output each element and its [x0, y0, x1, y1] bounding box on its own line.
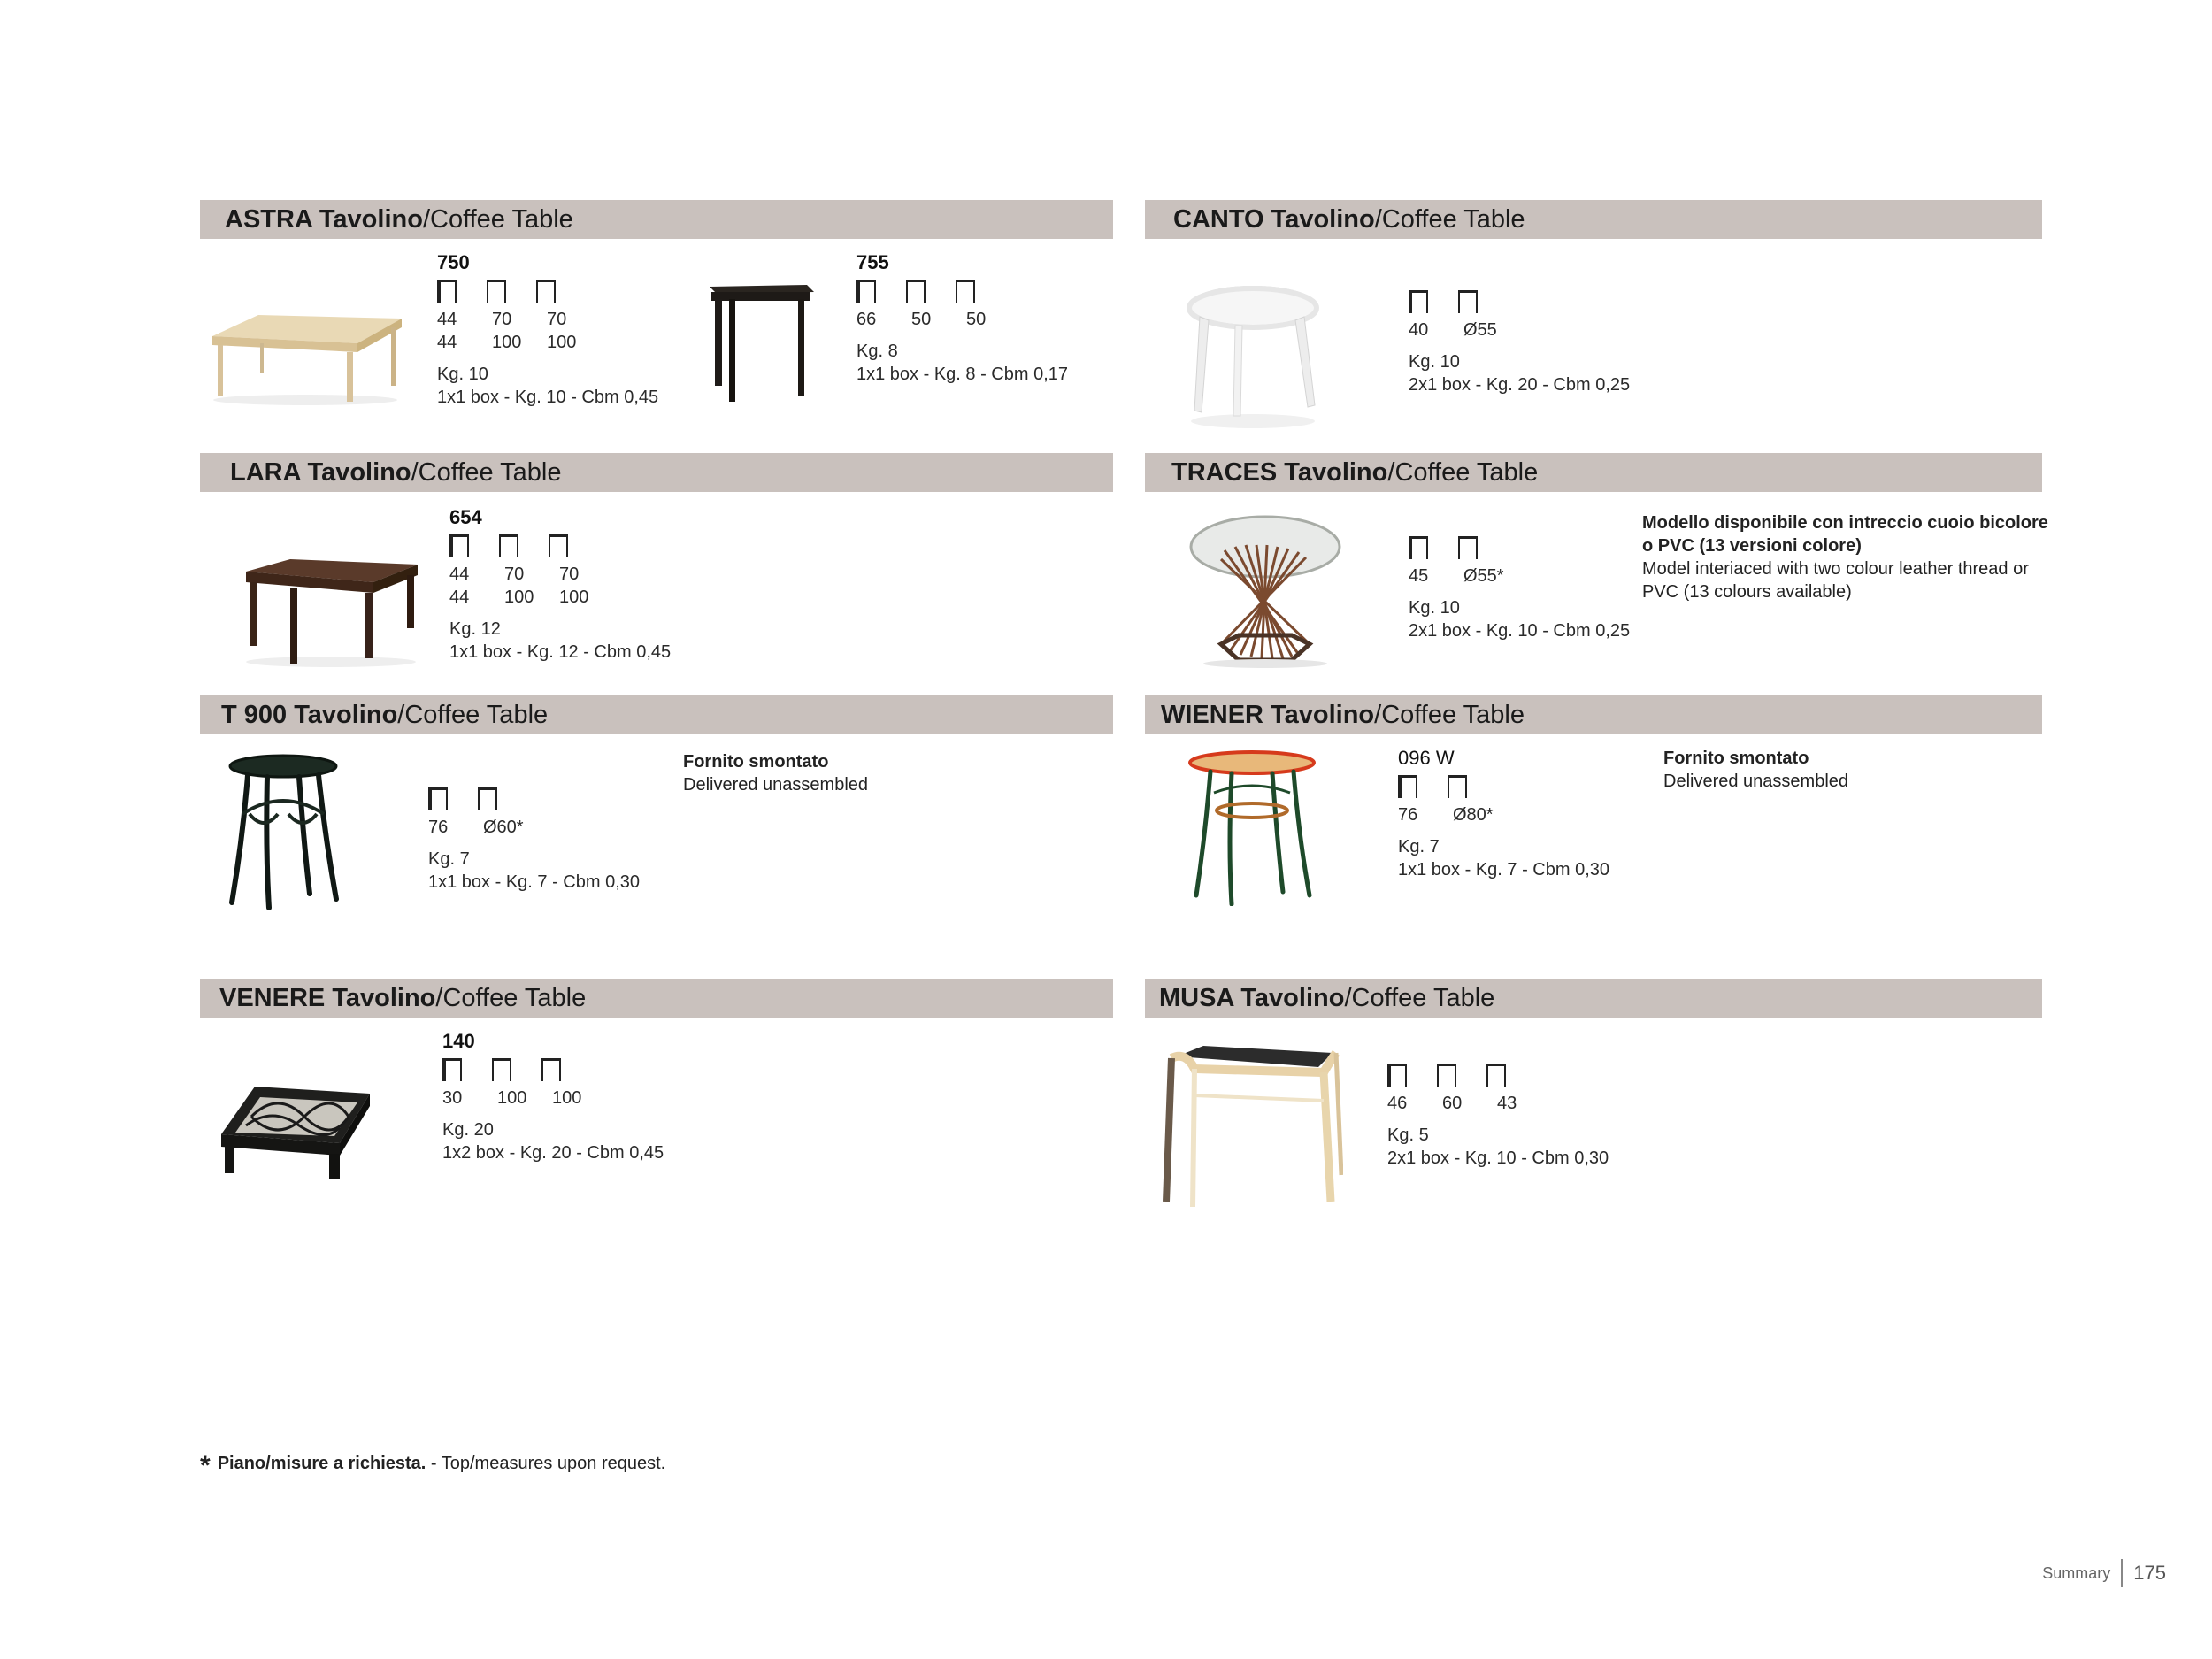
astra-750-table-image: [205, 308, 405, 407]
section-title-venere: [219, 985, 586, 1011]
dimension-icons: [1409, 290, 1630, 317]
dimension-values: [449, 563, 671, 586]
depth-dimension-icon: [541, 1058, 561, 1081]
product-code: 750: [437, 251, 470, 273]
dimension-icons: [437, 280, 658, 306]
product-code: 654: [449, 506, 482, 528]
weight: Kg. 8: [856, 342, 898, 361]
dimension-values: [1387, 1092, 1609, 1115]
dimension-value: 66: [856, 310, 877, 329]
section-name-en: Coffee Table: [442, 984, 587, 1012]
section-separator: /: [411, 458, 419, 487]
traces-table-image: [1186, 511, 1345, 669]
diameter-dimension-icon: [1458, 290, 1478, 313]
box-info: 2x1 box - Kg. 10 - Cbm 0,30: [1387, 1148, 1609, 1168]
page-number: 175: [2133, 1562, 2166, 1584]
dimension-values: [1409, 319, 1630, 342]
dimension-value: 100: [492, 333, 522, 352]
dimension-value: 76: [428, 818, 449, 837]
footnote: [200, 1451, 665, 1481]
product-code: 140: [442, 1030, 475, 1052]
note-italian: Fornito smontato: [1663, 749, 1809, 768]
section-bar-astra: [200, 200, 1113, 239]
t900-table-image: [225, 752, 343, 910]
note-italian: Modello disponibile con intreccio cuoio bicolore: [1642, 513, 2048, 533]
section-name: WIENER Tavolino: [1161, 701, 1375, 729]
t900-note: [683, 750, 868, 796]
dimension-icons: [856, 280, 1068, 306]
section-title-wiener: [1161, 702, 1525, 728]
height-dimension-icon: [1387, 1064, 1407, 1087]
height-dimension-icon: [442, 1058, 462, 1081]
footnote-italian: Piano/misure a richiesta.: [217, 1454, 426, 1473]
width-dimension-icon: [487, 280, 506, 303]
dimension-values: [442, 1087, 664, 1110]
dimension-value: 40: [1409, 320, 1429, 340]
weight: Kg. 10: [437, 365, 488, 384]
section-bar-lara: [200, 453, 1113, 492]
weight: Kg. 10: [1409, 598, 1460, 618]
dimension-value: Ø55*: [1463, 566, 1504, 586]
dimension-value: 70: [547, 310, 567, 329]
note-italian: o PVC (13 versioni colore): [1642, 536, 1862, 556]
dimension-values: [449, 586, 671, 609]
diameter-dimension-icon: [478, 787, 497, 810]
dimension-value: 44: [437, 310, 457, 329]
width-dimension-icon: [492, 1058, 511, 1081]
dimension-values: [437, 331, 658, 354]
venere-140-specs: [442, 1030, 664, 1164]
dimension-value: 70: [559, 565, 580, 584]
section-name: CANTO Tavolino: [1173, 205, 1375, 234]
section-title-canto: [1173, 206, 1525, 233]
height-dimension-icon: [1409, 290, 1428, 313]
dimension-value: 44: [437, 333, 457, 352]
dimension-value: 76: [1398, 805, 1418, 825]
dimension-values: [1409, 565, 1630, 588]
box-info: 1x2 box - Kg. 20 - Cbm 0,45: [442, 1143, 664, 1163]
box-info: 1x1 box - Kg. 8 - Cbm 0,17: [856, 365, 1069, 384]
footer-divider: [2121, 1559, 2123, 1587]
dimension-value: 44: [449, 565, 470, 584]
dimension-values: [856, 308, 1068, 331]
lara-654-specs: [449, 506, 671, 664]
dimension-icons: [442, 1058, 664, 1085]
wiener-096w-specs: [1398, 747, 1609, 881]
section-title-lara: [230, 459, 561, 486]
section-name: LARA Tavolino: [230, 458, 411, 487]
musa-table-image: [1159, 1042, 1343, 1214]
section-separator: /: [1374, 205, 1382, 234]
dimension-icons: [1398, 775, 1609, 802]
dimension-value: 100: [497, 1088, 527, 1108]
note-english: PVC (13 colours available): [1642, 582, 1852, 602]
traces-note: [1642, 511, 2048, 603]
section-bar-canto: [1145, 200, 2042, 239]
depth-dimension-icon: [549, 534, 568, 557]
dimension-value: 70: [504, 565, 525, 584]
dimension-value: 45: [1409, 566, 1429, 586]
diameter-dimension-icon: [1458, 536, 1478, 559]
section-title-t900: [221, 702, 548, 728]
section-name: MUSA Tavolino: [1159, 984, 1345, 1012]
dimension-values: [1398, 803, 1609, 826]
section-separator: /: [397, 701, 405, 729]
section-separator: /: [1344, 984, 1352, 1012]
dimension-icons: [1409, 536, 1630, 563]
dimension-values: [428, 816, 640, 839]
dimension-value: 100: [559, 588, 589, 607]
dimension-value: 30: [442, 1088, 463, 1108]
section-name: TRACES Tavolino: [1171, 458, 1388, 487]
section-name: T 900 Tavolino: [221, 701, 398, 729]
summary-link[interactable]: Summary: [2042, 1563, 2111, 1582]
section-bar-musa: [1145, 979, 2042, 1018]
venere-table-image: [216, 1081, 372, 1182]
dimension-value: Ø60*: [483, 818, 524, 837]
dimension-icons: [449, 534, 671, 561]
section-title-traces: [1171, 459, 1538, 486]
weight: Kg. 12: [449, 619, 501, 639]
dimension-value: 46: [1387, 1094, 1408, 1113]
box-info: 1x1 box - Kg. 7 - Cbm 0,30: [1398, 860, 1610, 879]
section-separator: /: [1374, 701, 1382, 729]
section-bar-wiener: [1145, 695, 2042, 734]
weight: Kg. 20: [442, 1120, 494, 1140]
width-dimension-icon: [1437, 1064, 1456, 1087]
section-title-astra: [225, 206, 573, 233]
product-code: 755: [856, 251, 889, 273]
note-english: Model interiaced with two colour leather thread or: [1642, 559, 2029, 579]
dimension-value: 50: [911, 310, 932, 329]
section-name-en: Coffee Table: [1381, 701, 1525, 729]
section-name-en: Coffee Table: [430, 205, 573, 234]
section-separator: /: [435, 984, 443, 1012]
wiener-note: [1663, 747, 1848, 793]
width-dimension-icon: [499, 534, 518, 557]
dimension-value: 60: [1442, 1094, 1463, 1113]
section-separator: /: [422, 205, 431, 234]
section-separator: /: [1387, 458, 1395, 487]
dimension-value: Ø80*: [1453, 805, 1494, 825]
weight: Kg. 7: [428, 849, 470, 869]
footnote-english: - Top/measures upon request.: [426, 1454, 666, 1473]
height-dimension-icon: [1409, 536, 1428, 559]
asterisk-icon: *: [200, 1451, 211, 1480]
canto-table-image: [1182, 281, 1324, 430]
section-name-en: Coffee Table: [418, 458, 562, 487]
box-info: 2x1 box - Kg. 20 - Cbm 0,25: [1409, 375, 1631, 395]
section-name: VENERE Tavolino: [219, 984, 436, 1012]
height-dimension-icon: [428, 787, 448, 810]
dimension-icons: [428, 787, 640, 814]
box-info: 1x1 box - Kg. 7 - Cbm 0,30: [428, 872, 641, 892]
dimension-value: 50: [966, 310, 987, 329]
astra-750-specs: [437, 251, 658, 409]
traces-specs: [1409, 536, 1630, 642]
dimension-value: 100: [552, 1088, 582, 1108]
weight: Kg. 5: [1387, 1125, 1429, 1145]
canto-specs: [1409, 290, 1630, 396]
box-info: 1x1 box - Kg. 10 - Cbm 0,45: [437, 388, 659, 407]
height-dimension-icon: [1398, 775, 1417, 798]
dimension-values: [437, 308, 658, 331]
height-dimension-icon: [449, 534, 469, 557]
astra-755-specs: [856, 251, 1068, 386]
note-italian: Fornito smontato: [683, 752, 829, 772]
section-name-en: Coffee Table: [1381, 205, 1525, 234]
dimension-icons: [1387, 1064, 1609, 1090]
dimension-value: 100: [504, 588, 534, 607]
wiener-table-image: [1186, 749, 1318, 906]
lara-table-image: [241, 557, 421, 669]
section-title-musa: [1159, 985, 1494, 1011]
section-bar-venere: [200, 979, 1113, 1018]
depth-dimension-icon: [1486, 1064, 1506, 1087]
weight: Kg. 10: [1409, 352, 1460, 372]
depth-dimension-icon: [956, 280, 975, 303]
astra-755-table-image: [706, 280, 816, 403]
diameter-dimension-icon: [1448, 775, 1467, 798]
dimension-value: Ø55: [1463, 320, 1497, 340]
height-dimension-icon: [437, 280, 457, 303]
section-name-en: Coffee Table: [1351, 984, 1495, 1012]
dimension-value: 100: [547, 333, 577, 352]
note-english: Delivered unassembled: [683, 775, 869, 795]
dimension-value: 44: [449, 588, 470, 607]
t900-specs: [428, 787, 640, 894]
page-footer: [2042, 1559, 2166, 1587]
section-bar-traces: [1145, 453, 2042, 492]
musa-specs: [1387, 1064, 1609, 1170]
section-name-en: Coffee Table: [1394, 458, 1539, 487]
width-dimension-icon: [906, 280, 926, 303]
note-english: Delivered unassembled: [1663, 772, 1849, 791]
dimension-value: 70: [492, 310, 512, 329]
weight: Kg. 7: [1398, 837, 1440, 856]
box-info: 2x1 box - Kg. 10 - Cbm 0,25: [1409, 621, 1631, 641]
section-name: ASTRA Tavolino: [225, 205, 423, 234]
box-info: 1x1 box - Kg. 12 - Cbm 0,45: [449, 642, 672, 662]
section-name-en: Coffee Table: [404, 701, 549, 729]
height-dimension-icon: [856, 280, 876, 303]
depth-dimension-icon: [536, 280, 556, 303]
product-code: 096 W: [1398, 747, 1455, 769]
section-bar-t900: [200, 695, 1113, 734]
dimension-value: 43: [1497, 1094, 1517, 1113]
